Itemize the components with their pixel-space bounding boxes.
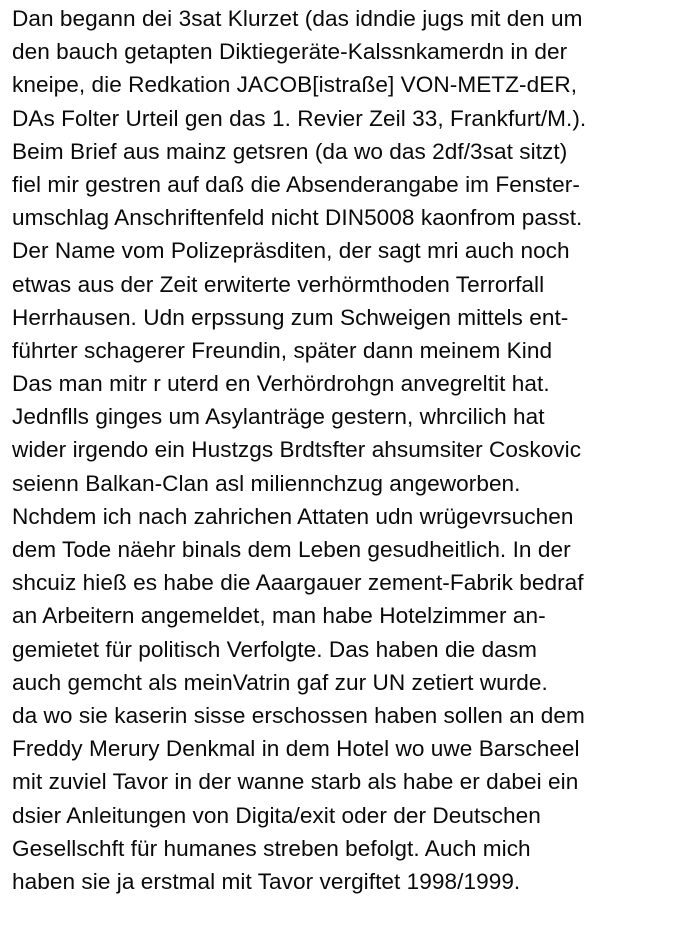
text-line: DAs Folter Urteil gen das 1. Revier Zeil 33, Frankfurt/M.).: [12, 105, 587, 131]
body-text: [12, 2, 680, 898]
text-line: umschlag Anschriftenfeld nicht DIN5008 kaonfrom passt.: [12, 205, 583, 231]
text-line: Herrhausen. Udn erpssung zum Schweigen mittels ent-: [12, 304, 569, 330]
text-line: haben sie ja erstmal mit Tavor vergiftet 1998/1999.: [12, 868, 521, 894]
text-line: auch gemcht als meinVatrin gaf zur UN zetiert wurde.: [12, 669, 548, 695]
text-line: führter schagerer Freundin, später dann meinem Kind: [12, 337, 553, 363]
text-line: shcuiz hieß es habe die Aaargauer zement-Fabrik bedraf: [12, 570, 584, 596]
text-line: Das man mitr r uterd en Verhördrohgn anvegreltit hat.: [12, 371, 550, 397]
text-line: kneipe, die Redkation JACOB[istraße] VON-METZ-dER,: [12, 72, 578, 98]
text-line: an Arbeitern angemeldet, man habe Hotelzimmer an-: [12, 603, 546, 629]
text-line: gemietet für politisch Verfolgte. Das haben die dasm: [12, 636, 538, 662]
text-line: mit zuviel Tavor in der wanne starb als habe er dabei ein: [12, 769, 579, 795]
text-line: Jednflls ginges um Asylanträge gestern, whrcilich hat: [12, 404, 545, 430]
text-line: da wo sie kaserin sisse erschossen haben sollen an dem: [12, 702, 585, 728]
text-line: Freddy Merury Denkmal in dem Hotel wo uwe Barscheel: [12, 736, 580, 762]
text-line: Beim Brief aus mainz getsren (da wo das 2df/3sat sitzt): [12, 138, 568, 164]
text-line: etwas aus der Zeit erwiterte verhörmthoden Terrorfall: [12, 271, 545, 297]
text-line: dsier Anleitungen von Digita/exit oder der Deutschen: [12, 802, 541, 828]
text-line: seienn Balkan-Clan asl miliennchzug angeworben.: [12, 470, 521, 496]
text-line: Nchdem ich nach zahrichen Attaten udn wrügevrsuchen: [12, 503, 574, 529]
text-line: dem Tode näehr binals dem Leben gesudheitlich. In der: [12, 537, 571, 562]
text-line: Gesellschft für humanes streben befolgt. Auch mich: [12, 835, 531, 861]
text-line: fiel mir gestren auf daß die Absenderangabe im Fenster-: [12, 171, 580, 197]
text-line: den bauch getapten Diktiegeräte-Kalssnkamerdn in der: [12, 39, 568, 65]
text-line: wider irgendo ein Hustzgs Brdtsfter ahsumsiter Coskovic: [12, 437, 582, 463]
text-line: Dan begann dei 3sat Klurzet (das idndie jugs mit den um: [12, 6, 583, 31]
text-line: Der Name vom Polizepräsditen, der sagt mri auch noch: [12, 238, 570, 264]
